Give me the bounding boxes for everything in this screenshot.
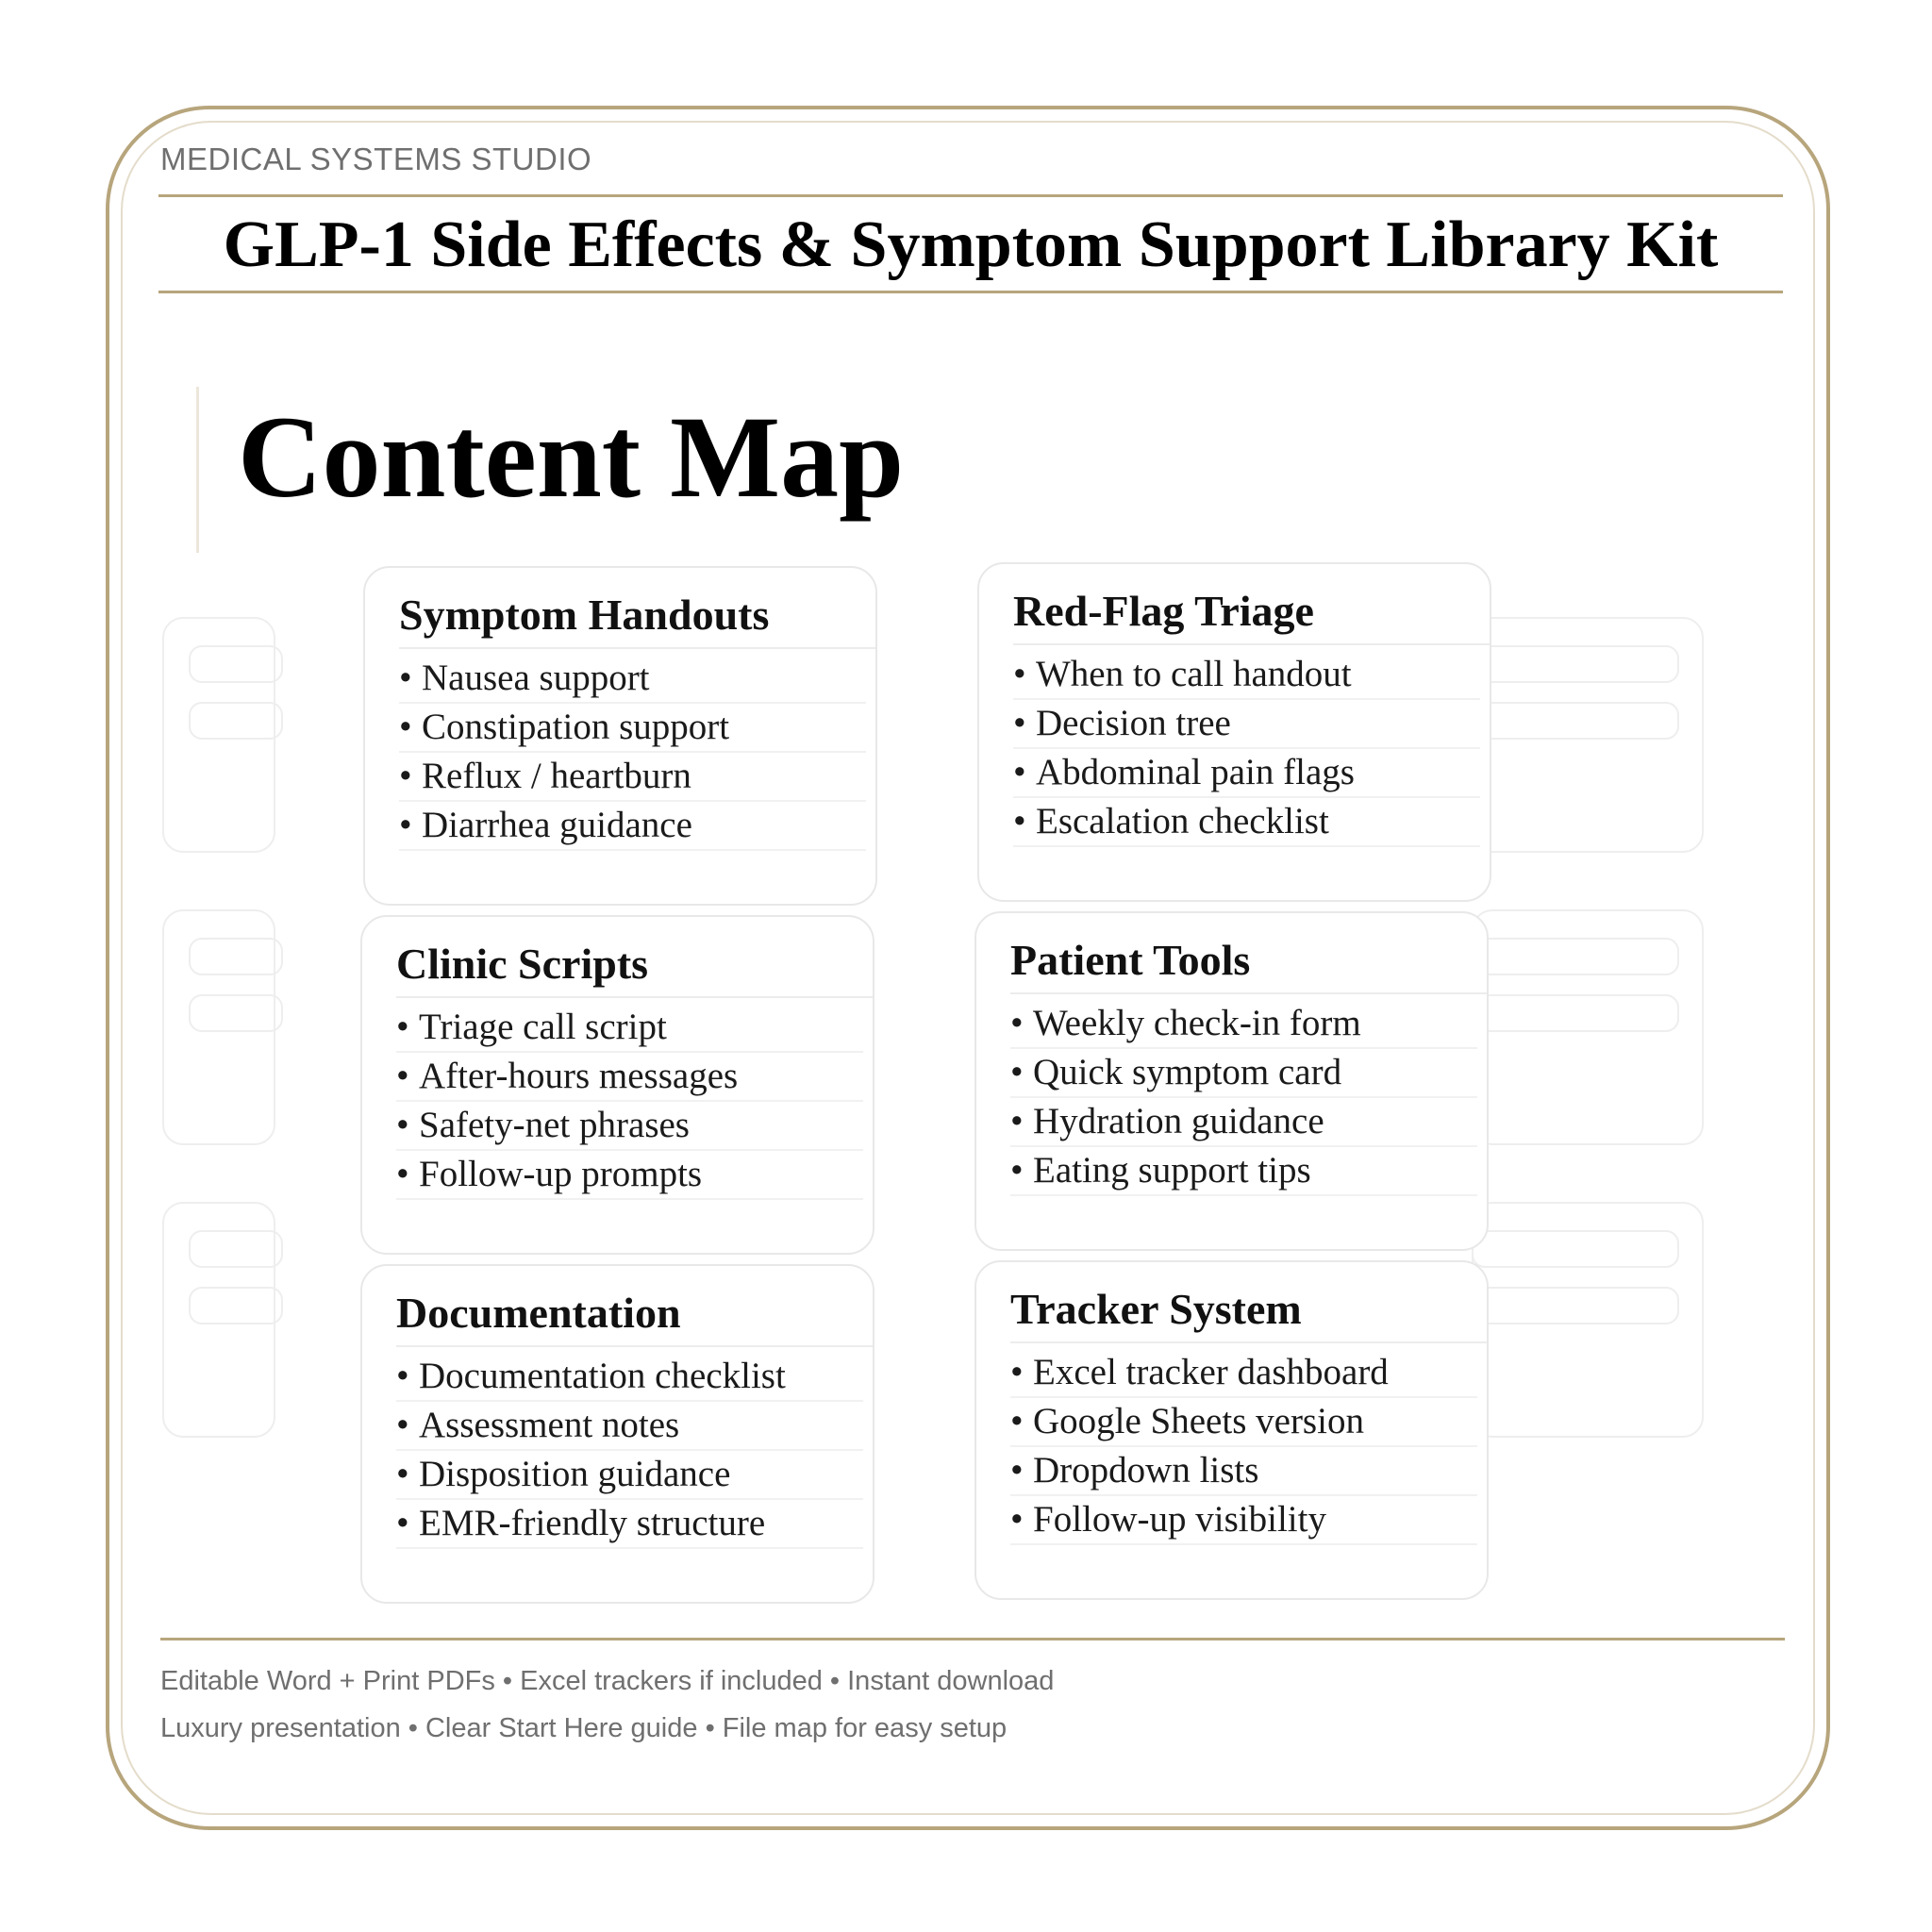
bullet: • [396,1356,409,1396]
bullet: • [396,1405,409,1445]
bullet: • [399,756,412,796]
item-text: Documentation checklist [419,1356,786,1396]
ghost-pill [189,1287,283,1324]
bullet: • [396,1503,409,1543]
item-text: Follow-up prompts [419,1154,703,1194]
bullet: • [1013,752,1026,792]
ghost-pill [1472,938,1679,975]
card-title-rule [399,647,875,649]
ghost-pill [189,1230,283,1268]
card-title: Red-Flag Triage [1013,587,1314,635]
section-accent-bar [196,387,199,553]
list-item [399,802,866,851]
card-patient-tools [974,911,1489,1251]
list-item [1013,700,1480,749]
list-item [396,1402,863,1451]
bullet: • [399,707,412,747]
item-text: Quick symptom card [1033,1052,1342,1092]
footer-presentation-line: Luxury presentation • Clear Start Here guide • File map for easy setup [160,1713,1008,1743]
card-title: Patient Tools [1010,936,1251,984]
list-item [1010,1147,1477,1196]
ghost-pill [189,994,283,1032]
list-item [399,753,866,802]
list-item [1013,651,1480,700]
item-text: Reflux / heartburn [422,756,691,796]
ghost-pill [189,938,283,975]
item-text: EMR-friendly structure [419,1503,766,1543]
list-item [1010,1049,1477,1098]
bullet: • [1010,1101,1024,1141]
bullet: • [396,1154,409,1194]
bullet: • [396,1105,409,1145]
card-tracker-system [974,1260,1489,1600]
card-list [396,1004,863,1200]
card-title-rule [396,996,873,998]
list-item [1010,1098,1477,1147]
section-title: Content Map [238,392,905,522]
card-clinic-scripts [360,915,874,1255]
bullet: • [1010,1352,1024,1392]
ghost-pill [1472,1230,1679,1268]
card-symptom-handouts [363,566,877,906]
item-text: Weekly check-in form [1033,1003,1361,1043]
brand-name: MEDICAL SYSTEMS STUDIO [160,142,592,176]
item-text: Triage call script [419,1007,667,1047]
list-item [1010,1496,1477,1545]
list-item [1013,798,1480,847]
bullet: • [396,1056,409,1096]
item-text: Google Sheets version [1033,1401,1364,1441]
item-text: Eating support tips [1033,1150,1311,1191]
item-text: Disposition guidance [419,1454,731,1494]
item-text: Nausea support [422,658,650,698]
card-title-rule [1013,643,1490,645]
list-item [1010,1398,1477,1447]
ghost-pill [1472,645,1679,683]
bullet: • [1013,801,1026,841]
card-list [1010,1349,1477,1545]
title-divider [158,291,1783,293]
ghost-pill [1472,702,1679,740]
card-title: Symptom Handouts [399,591,770,639]
list-item [1010,1349,1477,1398]
top-divider [158,194,1783,197]
card-title-rule [1010,1341,1487,1343]
bullet: • [396,1454,409,1494]
footer-divider [160,1638,1785,1641]
list-item [1010,1447,1477,1496]
ghost-pill [189,645,283,683]
bullet: • [1010,1450,1024,1491]
bullet: • [399,805,412,845]
footer-features-line: Editable Word + Print PDFs • Excel trackers if included • Instant download [160,1666,1055,1696]
card-title: Clinic Scripts [396,940,649,988]
card-list [1010,1000,1477,1196]
item-text: Assessment notes [419,1405,680,1445]
bullet: • [1013,654,1026,694]
item-text: Escalation checklist [1036,801,1329,841]
list-item [396,1151,863,1200]
card-title-rule [1010,992,1487,994]
bullet: • [1010,1150,1024,1191]
item-text: Hydration guidance [1033,1101,1324,1141]
ghost-pill [1472,994,1679,1032]
item-text: Safety-net phrases [419,1105,690,1145]
item-text: Dropdown lists [1033,1450,1259,1491]
list-item [396,1053,863,1102]
card-list [399,655,866,851]
card-documentation [360,1264,874,1604]
kit-title: GLP-1 Side Effects & Symptom Support Library Kit [223,208,1719,281]
card-title: Documentation [396,1289,681,1337]
bullet: • [396,1007,409,1047]
bullet: • [1013,703,1026,743]
list-item [399,704,866,753]
list-item [399,655,866,704]
card-title: Tracker System [1010,1285,1302,1333]
card-red-flag-triage [977,562,1491,902]
item-text: Diarrhea guidance [422,805,692,845]
list-item [396,1102,863,1151]
bullet: • [1010,1052,1024,1092]
card-title-rule [396,1345,873,1347]
item-text: Decision tree [1036,703,1231,743]
list-item [1013,749,1480,798]
card-list [396,1353,863,1549]
list-item [396,1451,863,1500]
ghost-pill [1472,1287,1679,1324]
card-list [1013,651,1480,847]
list-item [1010,1000,1477,1049]
bullet: • [1010,1003,1024,1043]
item-text: Abdominal pain flags [1036,752,1355,792]
bullet: • [399,658,412,698]
item-text: Follow-up visibility [1033,1499,1326,1540]
item-text: Constipation support [422,707,730,747]
list-item [396,1353,863,1402]
ghost-pill [189,702,283,740]
item-text: Excel tracker dashboard [1033,1352,1389,1392]
item-text: When to call handout [1036,654,1352,694]
list-item [396,1500,863,1549]
list-item [396,1004,863,1053]
bullet: • [1010,1499,1024,1540]
item-text: After-hours messages [419,1056,739,1096]
bullet: • [1010,1401,1024,1441]
